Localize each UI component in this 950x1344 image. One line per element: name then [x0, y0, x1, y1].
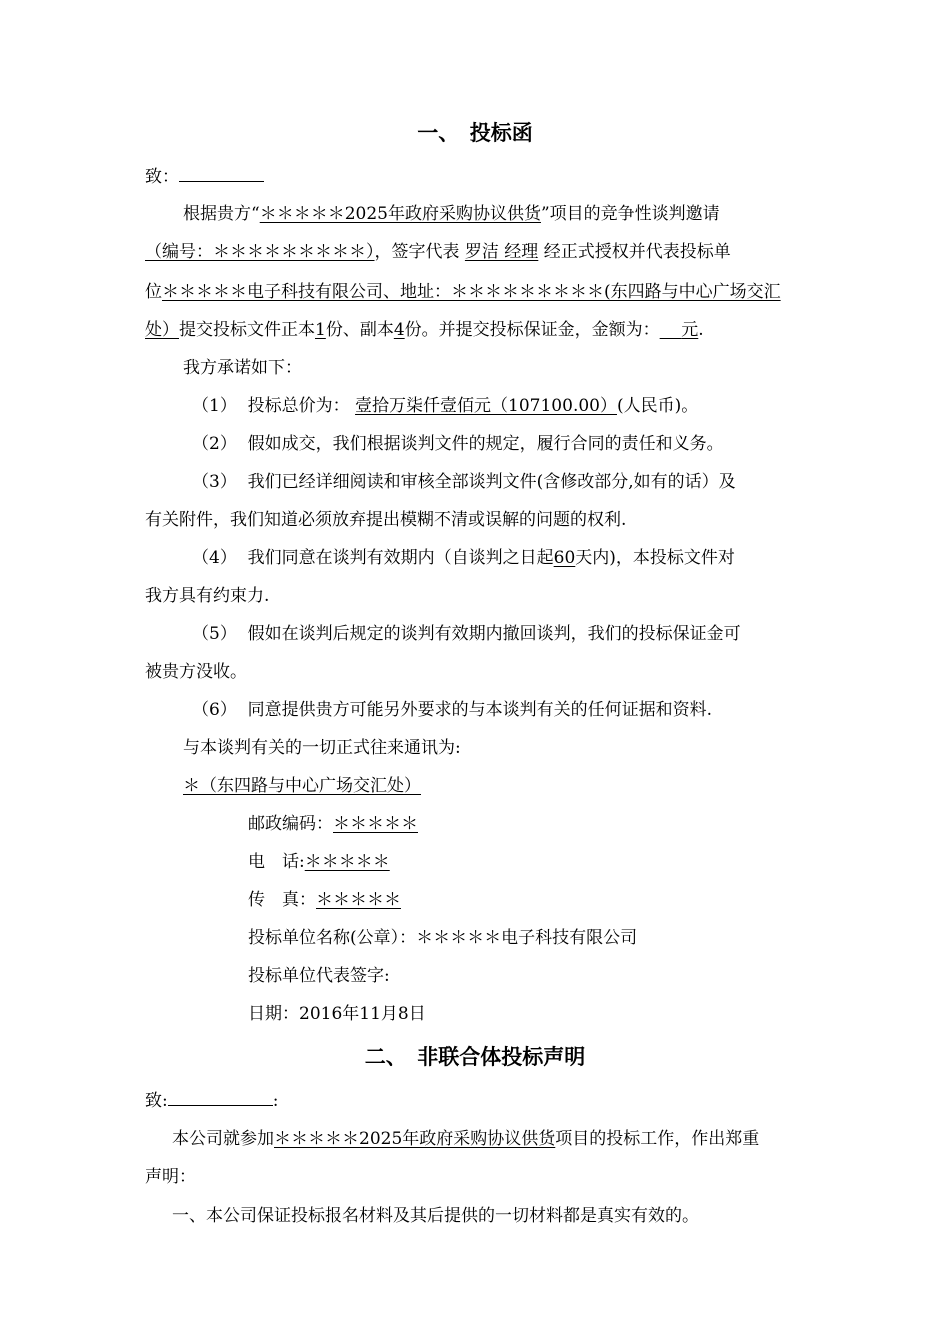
date-label: 日期：: [248, 1004, 299, 1024]
phone-label: 电 话:: [248, 852, 305, 872]
p1-line4: 处）提交投标文件正本1份、副本4份。并提交投标保证金，金额为： 元.: [145, 320, 704, 340]
section2-p1-line2: 声明：: [145, 1167, 196, 1187]
date-value: 2016年11月8日: [299, 1004, 426, 1024]
item-4-line1: （4） 我们同意在谈判有效期内（自谈判之日起60天内)，本投标文件对: [192, 548, 735, 568]
company-address: ＊＊＊＊＊电子科技有限公司、地址：＊＊＊＊＊＊＊＊＊(东四路与中心广场交汇: [162, 282, 781, 302]
section2-project-name: ＊＊＊＊＊2025年政府采购协议供货: [274, 1129, 556, 1149]
item-6: （6） 同意提供贵方可能另外要求的与本谈判有关的任何证据和资料.: [192, 700, 713, 720]
bidder-name: ＊＊＊＊＊电子科技有限公司: [416, 928, 638, 948]
p1-line2: （编号：＊＊＊＊＊＊＊＊＊），签字代表 罗洁 经理 经正式授权并代表投标单: [145, 242, 731, 262]
to-label: 致：: [145, 167, 179, 187]
item-3-line1: （3） 我们已经详细阅读和审核全部谈判文件(含修改部分,如有的话）及: [192, 472, 736, 492]
p1-line3: 位＊＊＊＊＊电子科技有限公司、地址：＊＊＊＊＊＊＊＊＊(东四路与中心广场交汇: [145, 282, 781, 302]
copy-count: 4: [393, 320, 405, 340]
fax-label: 传 真：: [248, 890, 316, 910]
validity-days: 60: [553, 548, 576, 568]
bidder-label: 投标单位名称(公章）：: [248, 928, 417, 948]
postcode-label: 邮政编码：: [248, 814, 333, 834]
section2-to-label: 致:: [145, 1091, 168, 1111]
contact-address: ＊（东四路与中心广场交汇处）: [183, 776, 421, 796]
fax-line: [248, 888, 950, 912]
postcode-value: ＊＊＊＊＊: [333, 814, 418, 834]
fax-value: ＊＊＊＊＊: [316, 890, 401, 910]
section1-title: 一、 投标函: [417, 121, 533, 145]
phone-value: ＊＊＊＊＊: [304, 852, 390, 872]
signing-rep: 罗洁 经理: [464, 242, 539, 262]
deposit-amount: 元: [681, 320, 699, 340]
section2-title: 二、 非联合体投标声明: [364, 1045, 586, 1069]
item-2: （2） 假如成交，我们根据谈判文件的规定，履行合同的责任和义务。: [192, 434, 724, 454]
to-line: [145, 164, 950, 189]
section2-p2: 一、本公司保证投标报名材料及其后提供的一切材料都是真实有效的。: [172, 1206, 699, 1226]
section2-recipient-blank: [168, 1088, 273, 1106]
p1-line1: 根据贵方“＊＊＊＊＊2025年政府采购协议供货”项目的竞争性谈判邀请: [183, 204, 720, 224]
phone-line: [248, 850, 950, 874]
signature-label: 投标单位代表签字:: [248, 966, 390, 986]
postcode-line: [248, 812, 950, 836]
section2-p1-line1: 本公司就参加＊＊＊＊＊2025年政府采购协议供货项目的投标工作，作出郑重: [172, 1129, 760, 1149]
item-4-line2: 我方具有约束力.: [145, 586, 270, 606]
recipient-blank: [179, 164, 264, 182]
project-code: （编号：＊＊＊＊＊＊＊＊＊）: [145, 242, 375, 262]
item-5-line1: （5） 假如在谈判后规定的谈判有效期内撤回谈判，我们的投标保证金可: [192, 624, 741, 644]
original-count: 1: [315, 320, 326, 340]
item-3-line2: 有关附件，我们知道必须放弃提出模糊不清或误解的问题的权利.: [145, 510, 627, 530]
project-name: ＊＊＊＊＊2025年政府采购协议供货: [259, 204, 541, 224]
section2-to-line: 致: :: [145, 1088, 950, 1113]
bidder-line: [248, 926, 950, 950]
date-line: [248, 1002, 950, 1026]
item-5-line2: 被贵方没收。: [145, 662, 247, 682]
promise-intro: 我方承诺如下：: [183, 358, 302, 378]
item-1: （1） 投标总价为： 壹拾万柒仟壹佰元（107100.00）(人民币)。: [192, 396, 699, 416]
contact-intro: 与本谈判有关的一切正式往来通讯为:: [183, 738, 461, 758]
bid-total-price: 壹拾万柒仟壹佰元（107100.00）: [355, 396, 617, 416]
